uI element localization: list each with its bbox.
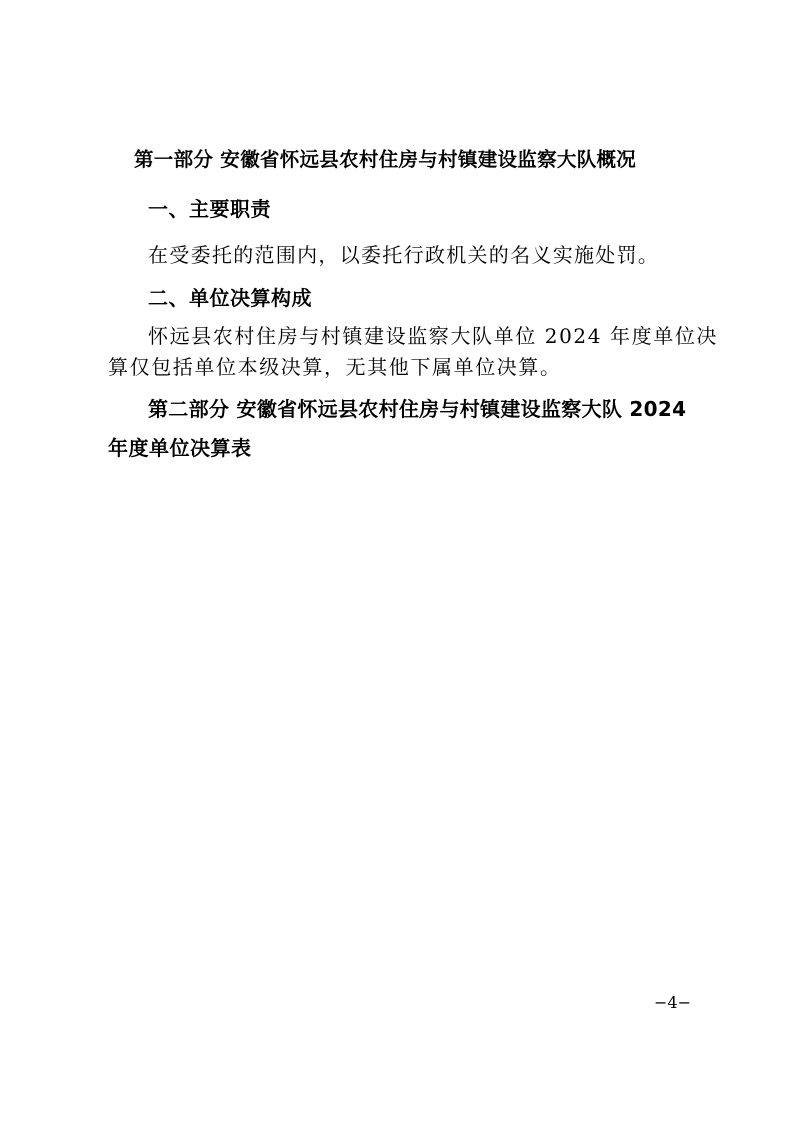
section-two-heading: 二、单位决算构成: [148, 286, 312, 310]
part-one-title: 第一部分 安徽省怀远县农村住房与村镇建设监察大队概况: [134, 148, 637, 171]
part-two-title-line1: 第二部分 安徽省怀远县农村住房与村镇建设监察大队 2024: [148, 397, 687, 421]
section-two-text-line2: 算仅包括单位本级决算，无其他下属单位决算。: [108, 355, 562, 379]
section-two-text-line1: 怀远县农村住房与村镇建设监察大队单位 2024 年度单位决: [148, 324, 719, 348]
section-one-text: 在受委托的范围内，以委托行政机关的名义实施处罚。: [148, 243, 660, 267]
part-two-title-line2: 年度单位决算表: [108, 436, 252, 460]
section-one-heading: 一、主要职责: [148, 197, 271, 221]
page-number: −4−: [654, 993, 691, 1012]
